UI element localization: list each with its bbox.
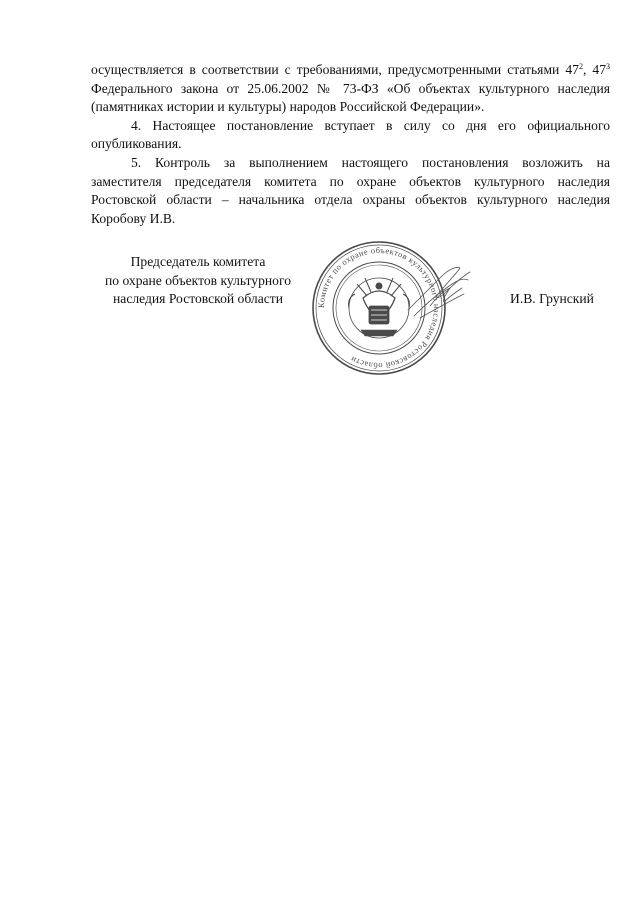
signatory-name: И.В. Грунский — [510, 291, 594, 306]
handwritten-signature-icon — [400, 258, 480, 328]
paragraph-control: 5. Контроль за выполнением настоящего постановления возложить на заместителя председателя комитета по охране объектов культурного наследия Ростовской области – начальника отдела охраны объектов культурного наследия Коробову И.В. — [91, 154, 610, 226]
document-body — [91, 61, 610, 228]
signatory-title-line: наследия Ростовской области — [113, 291, 283, 307]
signatory-title — [82, 253, 314, 309]
paragraph-requirements: осуществляется в соответствии с требованиями, предусмотренными статьями $47^2$, $47^3$ Федерального закона от 25.06.2002 № 73-ФЗ «Об объектах культурного наследия (памятниках истории и культуры) народов Российской Федерации». — [91, 62, 611, 115]
paragraph-effective-date: 4. Настоящее постановление вступает в силу со дня его официального опубликования. — [91, 117, 610, 152]
signatory-title-line: по охране объектов культурного — [104, 272, 292, 288]
signatory-title-line: Председатель комитета — [130, 254, 266, 269]
svg-text:Комитет по охране объектов кул: Комитет по охране объектов культурного наследия Ростовской области — [316, 245, 442, 371]
